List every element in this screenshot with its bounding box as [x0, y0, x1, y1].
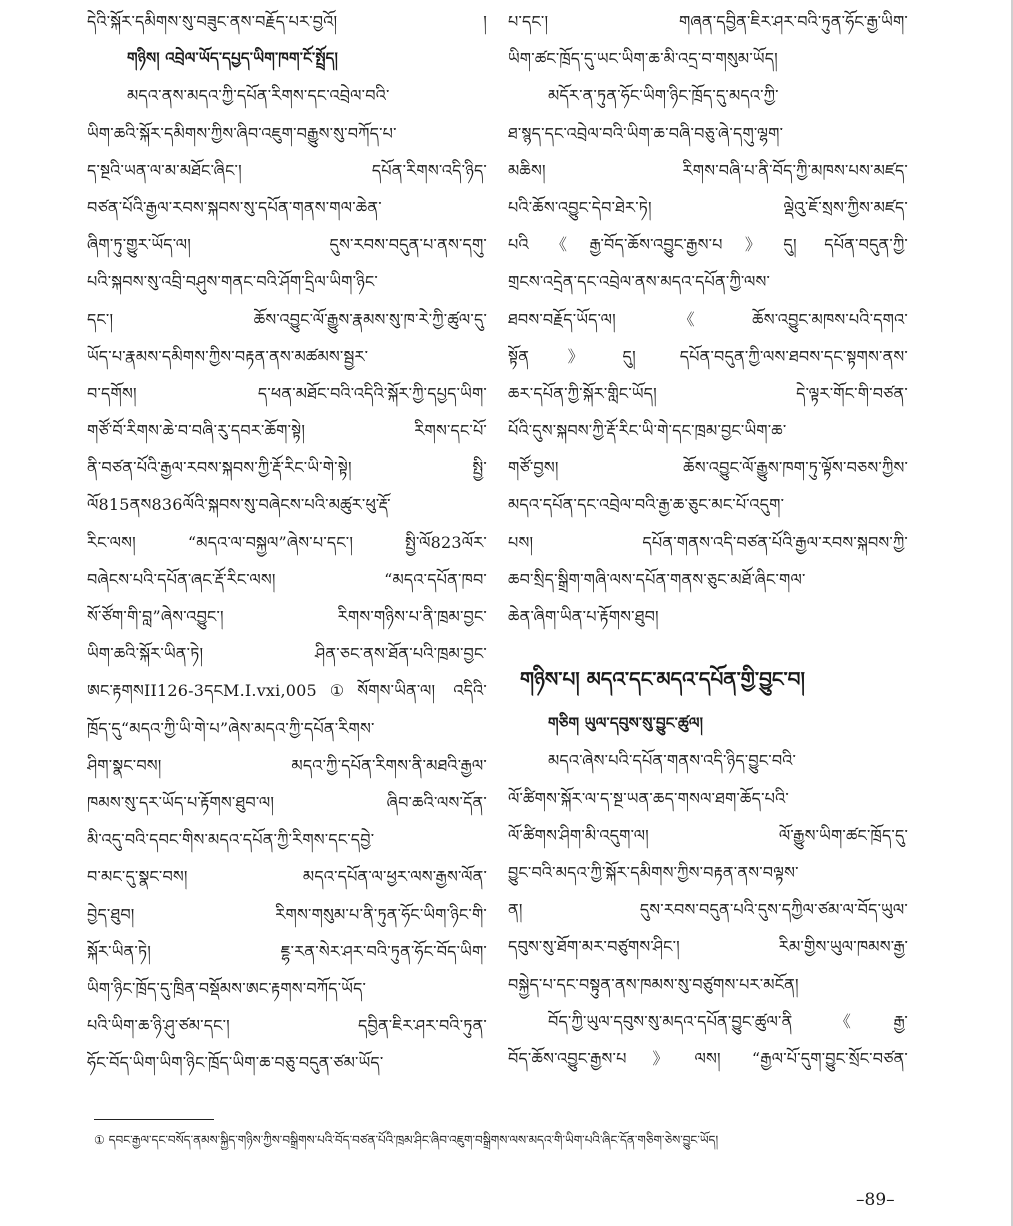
text-line: ཡིག་ཆའི་སྐོར་དམིགས་ཀྱིས་ཞིབ་འཇུག་བརྒྱུས་སུ་བཀོད་པ་	[87, 123, 397, 143]
text-line: ཡིག་ཉིང་ཁྲོད་དུ་ཁྲིན་བསྡོམས་ཨང་རྟགས་བཀོད་ཡོད་	[87, 978, 367, 998]
text-line: ལོ་ཚིགས་ཤིག་མི་འདུག་ལ། ལོ་རྒྱུས་ཡིག་ཚང་ཁྲོད་དུ་	[508, 825, 908, 845]
subsection-heading: གཅིག ཡུལ་དབུས་སུ་བྱུང་ཚུལ།	[548, 714, 704, 733]
text-line: ནི་བཙན་པོའི་རྒྱལ་རབས་སྐབས་ཀྱི་རྡོ་རིང་ཡི་གེ་སྟེ། སྤྱི་	[87, 458, 487, 478]
text-line: པ་དང་། གཞན་དབྱིན་ཇིར་ཤར་བའི་ཏུན་ཧོང་རྒྱ་ཡིག་	[508, 12, 908, 31]
text-line: ཆར་དཔོན་ཀྱི་སྐོར་གླིང་ཡོད། དེ་ལྟར་གོང་གི་བཙན་	[508, 383, 908, 403]
text-line: ཁམས་སུ་དར་ཡོད་པ་རྟོགས་ཐུབ་ལ། ཞིབ་ཆའི་ལས་དོན་	[87, 792, 487, 812]
text-line: བ་དགོས། ད་ཕན་མཐོང་བའི་འདིའི་སྐོར་ཀྱི་དཔྱད་ཡིག་	[87, 383, 487, 403]
text-line: ཨང་རྟགསII126-3དངM.I.vxi,005①སོགས་ཡིན་ལ། འདིའི་	[87, 681, 487, 701]
text-line: ཡོད་པ་རྣམས་དམིགས་ཀྱིས་བརྟན་ནས་མཚམས་སྦྱར་	[87, 346, 369, 366]
text-line: བ་མང་དུ་སྣང་བས། མདའ་དཔོན་ལ་ཕྱར་ལས་རྒྱས་ལོན་	[87, 867, 487, 887]
text-line: ཁྲོད་དུ“མདའ་ཀྱི་ཡི་གེ་པ”ཞེས་མདའ་ཀྱི་དཔོན་རིགས་	[87, 718, 375, 738]
text-line: ཐབས་བརྗོད་ཡོད་ལ། 《ཆོས་འབྱུང་མཁས་པའི་དགའ་	[508, 309, 908, 329]
text-line: གཙོ་བྱས། ཆོས་འབྱུང་ལོ་རྒྱུས་ཁག་ཏུ་ལྟོས་བཅས་ཀྱིས་	[508, 458, 908, 478]
left-column	[87, 0, 487, 1081]
footnote-divider	[94, 1119, 214, 1120]
text-line: ད་སྔའི་ཡན་ལ་མ་མཐོང་ཞིང་། དཔོན་རིགས་འདི་ཉིད་	[87, 160, 487, 180]
text-line: ཡིག་ཆའི་སྐོར་ཡིན་ཏེ། ཤིན་ཅང་ནས་ཐོན་པའི་ཁྲམ་བྱང་	[87, 644, 487, 664]
text-line: རིང་ལས། “མདའ་ལ་བསྐྱལ”ཞེས་པ་དང་། སྤྱི་ལོ823ལོར་	[87, 532, 487, 552]
text-line: ཐ་སྙད་དང་འབྲེལ་བའི་ཡིག་ཆ་བཞི་བཅུ་ཞེ་དགུ་ལྷག་	[508, 123, 784, 143]
text-line: ཤིག་སྣང་བས། མདའ་ཀྱི་དཔོན་རིགས་ནི་མཐའི་རྒྱལ་	[87, 755, 487, 775]
text-line: དང་། ཆོས་འབྱུང་ལོ་རྒྱུས་རྣམས་སུ་ཁ་རེ་ཀྱི་ཚུལ་དུ་	[87, 309, 487, 329]
text-line: པའི《རྒྱ་བོད་ཆོས་འབྱུང་རྒྱས་པ》དུ། དཔོན་བདུན་ཀྱི་	[508, 235, 908, 255]
text-line: མདའ་ཞེས་པའི་དཔོན་གནས་འདི་ཉིད་བྱུང་བའི་	[548, 751, 797, 771]
text-line: དབུས་སུ་ཐོག་མར་བཙུགས་ཤིང་། རིམ་གྱིས་ཡུལ་ཁམས་རྒྱ་	[508, 937, 908, 957]
text-line: ཞིག་ཏུ་གྱུར་ཡོད་ལ། དུས་རབས་བདུན་པ་ནས་དགུ་	[87, 235, 487, 255]
text-line: ཆེན་ཞིག་ཡིན་པ་རྟོགས་ཐུབ།	[508, 607, 659, 626]
text-line: ལོ་ཚིགས་སྐོར་ལ་ད་སྔ་ཡན་ཆད་གསལ་ཐག་ཆོད་པའི་	[508, 788, 789, 808]
text-line: པས། དཔོན་གནས་འདི་བཙན་པོའི་རྒྱལ་རབས་སྐབས་ཀྱི་	[508, 532, 908, 552]
text-line: ཧོང་བོད་ཡིག་ཡིག་ཉིང་ཁྲོད་ཡིག་ཆ་བཅུ་བདུན་ཙམ་ཡོད་	[87, 1053, 384, 1073]
text-line: སྟོན》དུ། དཔོན་བདུན་ཀྱི་ལས་ཐབས་དང་སྟགས་ནས་	[508, 346, 908, 366]
text-line: པའི་སྐབས་སུ་འབྲི་བཤུས་གནང་བའི་ཤོག་དྲིལ་ཡིག་ཉིང་	[87, 272, 378, 292]
text-line: མི་འདུ་བའི་དབང་གིས་མདའ་དཔོན་ཀྱི་རིགས་དང་དབྱེ་	[87, 830, 375, 850]
text-line: པའི་ཡིག་ཆ་ཉི་ཤུ་ཙམ་དང་། དབྱིན་ཇིར་ཤར་བའི་ཏུན་	[87, 1016, 487, 1036]
text-line: མཆིས། རིགས་བཞི་པ་ནི་བོད་ཀྱི་མཁས་པས་མཛད་	[508, 160, 908, 180]
text-line: མདའ་ནས་མདའ་ཀྱི་དཔོན་རིགས་དང་འབྲེལ་བའི་	[127, 86, 390, 106]
text-line: བསྐྱེད་པ་དང་བསྟུན་ནས་ཁམས་སུ་བཙུགས་པར་མངོན།	[508, 974, 799, 994]
text-line: བོད་ཀྱི་ཡུལ་དབུས་སུ་མདའ་དཔོན་བྱུང་ཚུལ་ནི《རྒྱ་	[548, 1011, 908, 1031]
text-line: བོད་ཆོས་འབྱུང་རྒྱས་པ》ལས། “རྒྱལ་པོ་དུག་བྱུང་སྲོང་བཙན་	[508, 1048, 908, 1068]
text-line: སོ་ཙོག་གི་བླ”ཞེས་འབྱུང་། རིགས་གཉིས་པ་ནི་ཁྲམ་བྱང་	[87, 607, 487, 626]
text-line: མདའ་དཔོན་དང་འབྲེལ་བའི་རྒྱ་ཆ་ཅུང་མང་པོ་འདུག་	[508, 495, 785, 515]
text-line: བཞེངས་པའི་དཔོན་ཞང་རྡོ་རིང་ལས། “མདའ་དཔོན་ཁབ་	[87, 569, 487, 589]
text-line: པོའི་དུས་སྐབས་ཀྱི་རྡོ་རིང་ཡི་གེ་དང་ཁྲམ་བྱང་ཡིག་ཆ་	[508, 421, 787, 441]
text-line: ཡིག་ཚང་ཁྲོད་དུ་ཡང་ཡིག་ཆ་མི་འདྲ་བ་གསུམ་ཡོད།	[508, 49, 778, 69]
text-line: གཙོ་བོ་རིགས་ཆེ་བ་བཞི་རུ་དབར་ཆོག་སྟེ། རིགས་དང་པོ་	[87, 421, 487, 441]
text-line: བཙན་པོའི་རྒྱལ་རབས་སྐབས་སུ་དཔོན་གནས་གལ་ཆེན་	[87, 197, 382, 217]
page-number: –89–	[856, 1190, 895, 1210]
text-line: བྱུང་བའི་མདའ་ཀྱི་སྐོར་དམིགས་ཀྱིས་བརྟན་ནས་བལྟས་	[508, 862, 799, 882]
text-line: ཆབ་སྲིད་སྒྲིག་གཞི་ལས་དཔོན་གནས་ཅུང་མཐོ་ཞིང་གལ་	[508, 569, 806, 589]
subsection-heading: གཉིས། འབྲེལ་ཡོད་དཔྱད་ཡིག་ཁག་ངོ་སྤྲོད།	[127, 49, 339, 68]
text-line: མདོར་ན་ཏུན་ཧོང་ཡིག་ཉིང་ཁྲོད་དུ་མདའ་ཀྱི་	[548, 86, 779, 106]
right-column	[508, 0, 908, 1077]
text-line: ལོ815ནས836ལོའི་སྐབས་སུ་བཞེངས་པའི་མཚུར་ཕུ་རྡོ་	[87, 495, 391, 515]
text-line: ན། དུས་རབས་བདུན་པའི་དུས་དཀྱིལ་ཙམ་ལ་བོད་ཡུལ་	[508, 900, 908, 920]
text-line: དེའི་སྐོར་དམིགས་སུ་བཟུང་ནས་བརྗོད་པར་བྱའོ། །	[87, 12, 487, 31]
text-line: པའི་ཆོས་འབྱུང་དེབ་ཐེར་ཏེ། ལྡེའུ་ཇོ་སྲས་ཀྱིས་མཛད་	[508, 197, 908, 217]
footnote: ① དབང་རྒྱལ་དང་བསོད་ནམས་སྐྱིད་གཉིས་ཀྱིས་བསྒྲིགས་པའི་བོད་བཙན་པོའི་ཁྲམ་ཤིང་ཞིབ་འཇུག་བསྒྲིགས་ལས་མདའ་གི་ཡིག་པའི་ཞིང་དོན་གཅིག་ཅེས་བྱུང་ཡོད།	[94, 1133, 719, 1147]
text-line: སྐོར་ཡིན་ཏེ། ཇྷ་རན་སེར་ཤར་བའི་ཏུན་ཧོང་བོད་ཡིག་	[87, 941, 487, 961]
text-line: བྱེད་ཐུབ། རིགས་གསུམ་པ་ནི་ཏུན་ཧོང་ཡིག་ཉིང་གི་	[87, 904, 487, 924]
text-line: གྲངས་འདྲེན་དང་འབྲེལ་ནས་མདའ་དཔོན་ཀྱི་ལས་	[508, 272, 771, 292]
section-heading: གཉིས་པ། མདའ་དང་མདའ་དཔོན་གྱི་བྱུང་བ།	[520, 667, 805, 692]
